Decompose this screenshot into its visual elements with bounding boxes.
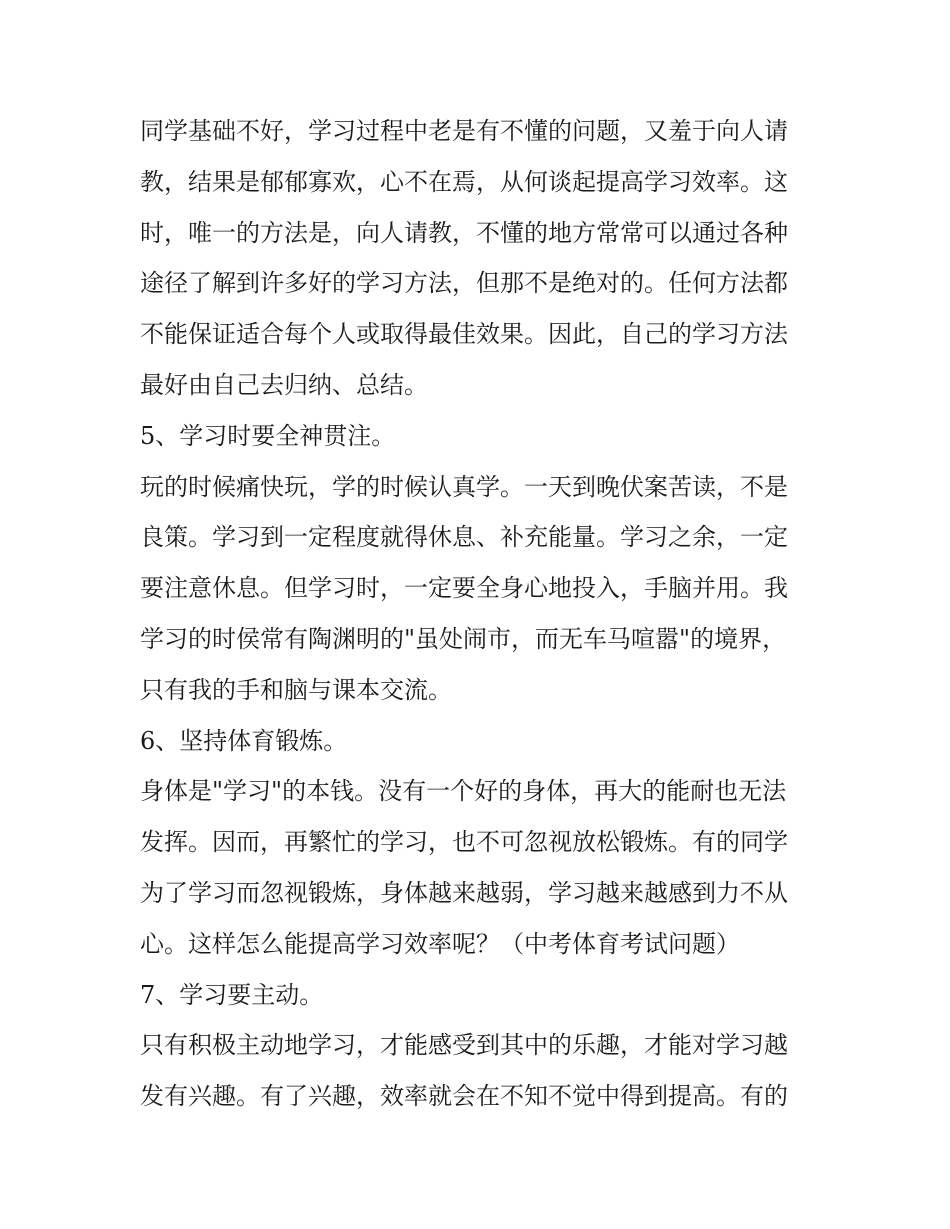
document-body (140, 106, 820, 1122)
text-line: 良策。学习到一定程度就得休息、补充能量。学习之余，一定 (140, 523, 788, 552)
section-heading-5: 5、学习时要全神贯注。 (140, 421, 396, 450)
text-line: 最好由自己去归纳、总结。 (140, 370, 428, 399)
section-heading-6: 6、坚持体育锻炼。 (140, 726, 348, 755)
section-heading-7: 7、学习要主动。 (140, 980, 324, 1009)
text-line: 发有兴趣。有了兴趣，效率就会在不知不觉中得到提高。有的 (140, 1082, 788, 1111)
text-line: 发挥。因而，再繁忙的学习，也不可忽视放松锻炼。有的同学 (140, 828, 788, 857)
text-line: 只有我的手和脑与课本交流。 (140, 675, 452, 704)
text-line: 只有积极主动地学习，才能感受到其中的乐趣，才能对学习越 (140, 1031, 788, 1060)
text-line: 为了学习而忽视锻炼，身体越来越弱，学习越来越感到力不从 (140, 878, 788, 907)
text-line: 身体是"学习"的本钱。没有一个好的身体，再大的能耐也无法 (140, 777, 787, 806)
text-line: 玩的时候痛快玩，学的时候认真学。一天到晚伏案苦读，不是 (140, 472, 788, 501)
text-line: 要注意休息。但学习时，一定要全身心地投入，手脑并用。我 (140, 574, 788, 603)
text-line: 途径了解到许多好的学习方法，但那不是绝对的。任何方法都 (140, 269, 788, 298)
text-line: 不能保证适合每个人或取得最佳效果。因此，自己的学习方法 (140, 320, 788, 349)
text-line: 教，结果是郁郁寡欢，心不在焉，从何谈起提高学习效率。这 (140, 167, 788, 196)
text-line: 心。这样怎么能提高学习效率呢？（中考体育考试问题） (140, 929, 740, 958)
text-line: 学习的时侯常有陶渊明的"虽处闹市，而无车马喧嚣"的境界， (140, 624, 787, 653)
text-line: 同学基础不好，学习过程中老是有不懂的问题，又羞于向人请 (140, 117, 788, 145)
text-line: 时，唯一的方法是，向人请教，不懂的地方常常可以通过各种 (140, 218, 788, 247)
